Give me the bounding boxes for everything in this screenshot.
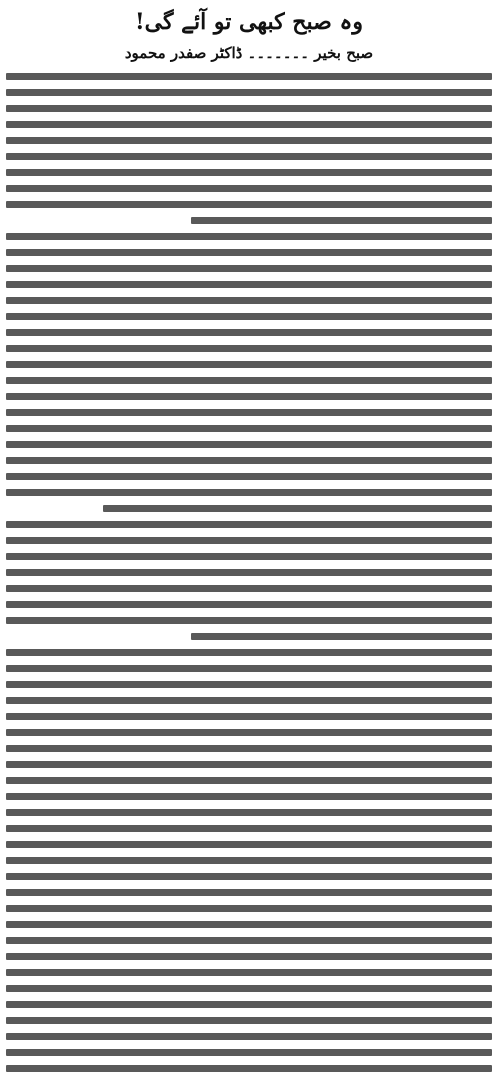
- article-headline: وہ صبح کبھی تو آئے گی!: [134, 9, 363, 35]
- body-paragraph-4: [6, 649, 492, 1072]
- body-paragraph-2: [6, 233, 492, 512]
- body-paragraph-1: [6, 73, 492, 224]
- article-body: [6, 73, 492, 1072]
- body-paragraph-3: [6, 521, 492, 640]
- article-byline: صبح بخیر ۔۔۔۔۔۔۔ ڈاکٹر صفدر محمود: [124, 44, 374, 62]
